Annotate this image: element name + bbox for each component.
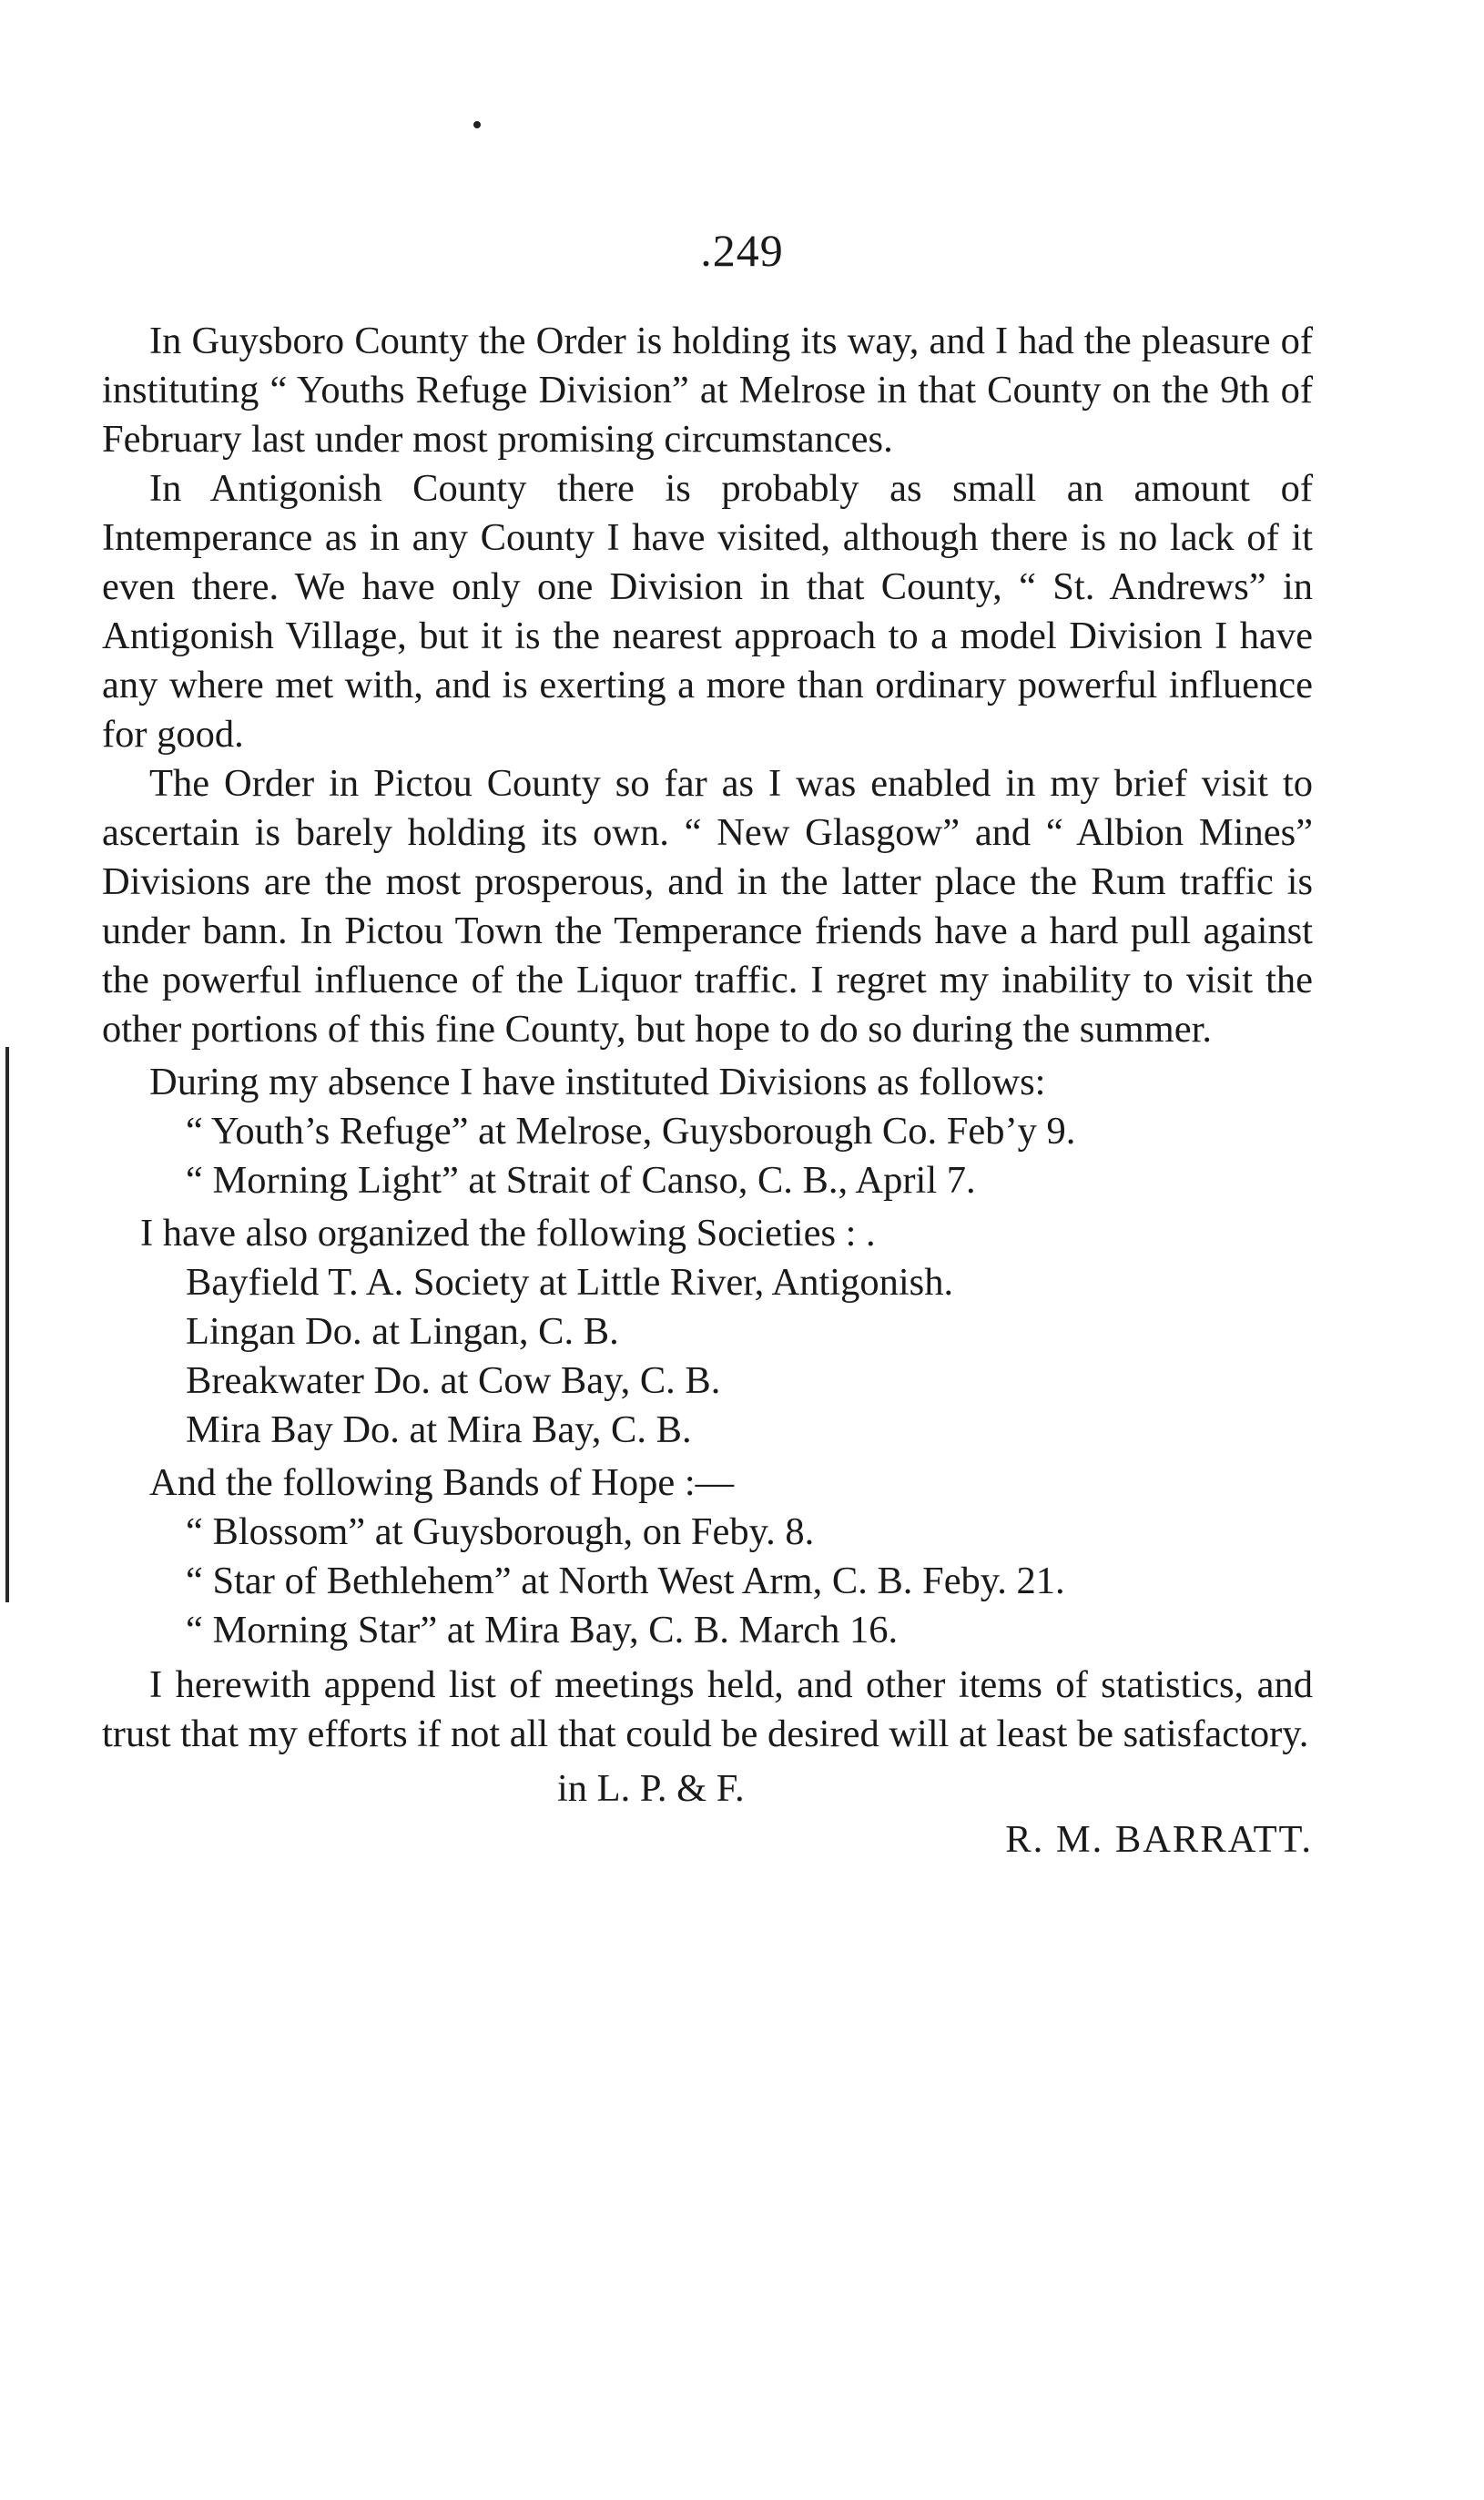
paragraph-guysboro: In Guysboro County the Order is holding its way, and I had the pleasure of instituting “ Youths Refuge Division” at Melrose in that County on the 9th of February last under most promising circumstances. bbox=[102, 320, 1313, 461]
list-item: “ Morning Light” at Strait of Canso, C. B., April 7. bbox=[186, 1159, 976, 1202]
list-item: “ Youth’s Refuge” at Melrose, Guysborough Co. Feb’y 9. bbox=[186, 1110, 1076, 1153]
list-item: “ Blossom” at Guysborough, on Feby. 8. bbox=[186, 1510, 815, 1553]
societies-list bbox=[102, 1258, 1313, 1455]
bands-list bbox=[102, 1508, 1313, 1655]
paragraph-pictou: The Order in Pictou County so far as I was enabled in my brief visit to ascertain is barely holding its own. “ New Glasgow” and “ Albion Mines” Divisions are the most prosperous, and in the latter place the Rum traffic is under bann. In Pictou Town the Temperance friends have a hard pull against the powerful influence of the Liquor traffic. I regret my inability to visit the other portions of this fine County, but hope to do so during the summer. bbox=[102, 762, 1313, 1051]
divisions-heading: During my absence I have instituted Divisions as follows: bbox=[149, 1061, 1046, 1103]
list-item: Mira Bay Do. at Mira Bay, C. B. bbox=[186, 1408, 692, 1451]
divisions-list bbox=[102, 1107, 1313, 1205]
closing-block bbox=[102, 1764, 1313, 1865]
list-item: Bayfield T. A. Society at Little River, Antigonish. bbox=[186, 1261, 954, 1304]
list-item: “ Star of Bethlehem” at North West Arm, C. B. Feby. 21. bbox=[186, 1560, 1065, 1602]
paragraph-closing: I herewith append list of meetings held, and other items of statistics, and trust that my efforts if not all that could be desired will at least be satisfactory. bbox=[102, 1663, 1313, 1755]
body-text bbox=[102, 317, 1313, 1865]
page-number: .249 bbox=[700, 225, 784, 276]
bands-heading: And the following Bands of Hope :— bbox=[149, 1461, 735, 1504]
societies-heading: I have also organized the following Societies : . bbox=[140, 1212, 876, 1255]
signature: R. M. BARRATT. bbox=[1005, 1818, 1313, 1861]
margin-rule bbox=[5, 1047, 9, 1602]
closing-phrase: in L. P. & F. bbox=[557, 1767, 745, 1810]
list-item: Lingan Do. at Lingan, C. B. bbox=[186, 1310, 619, 1353]
ink-dot bbox=[473, 121, 481, 128]
list-item: “ Morning Star” at Mira Bay, C. B. March 16. bbox=[186, 1609, 899, 1651]
list-item: Breakwater Do. at Cow Bay, C. B. bbox=[186, 1359, 721, 1402]
paragraph-antigonish: In Antigonish County there is probably as small an amount of Intemperance as in any County I have visited, although there is no lack of it even there. We have only one Division in that County, “ St. Andrews” in Antigonish Village, but it is the nearest approach to a model Division I have any where met with, and is exerting a more than ordinary powerful influence for good. bbox=[102, 467, 1313, 756]
